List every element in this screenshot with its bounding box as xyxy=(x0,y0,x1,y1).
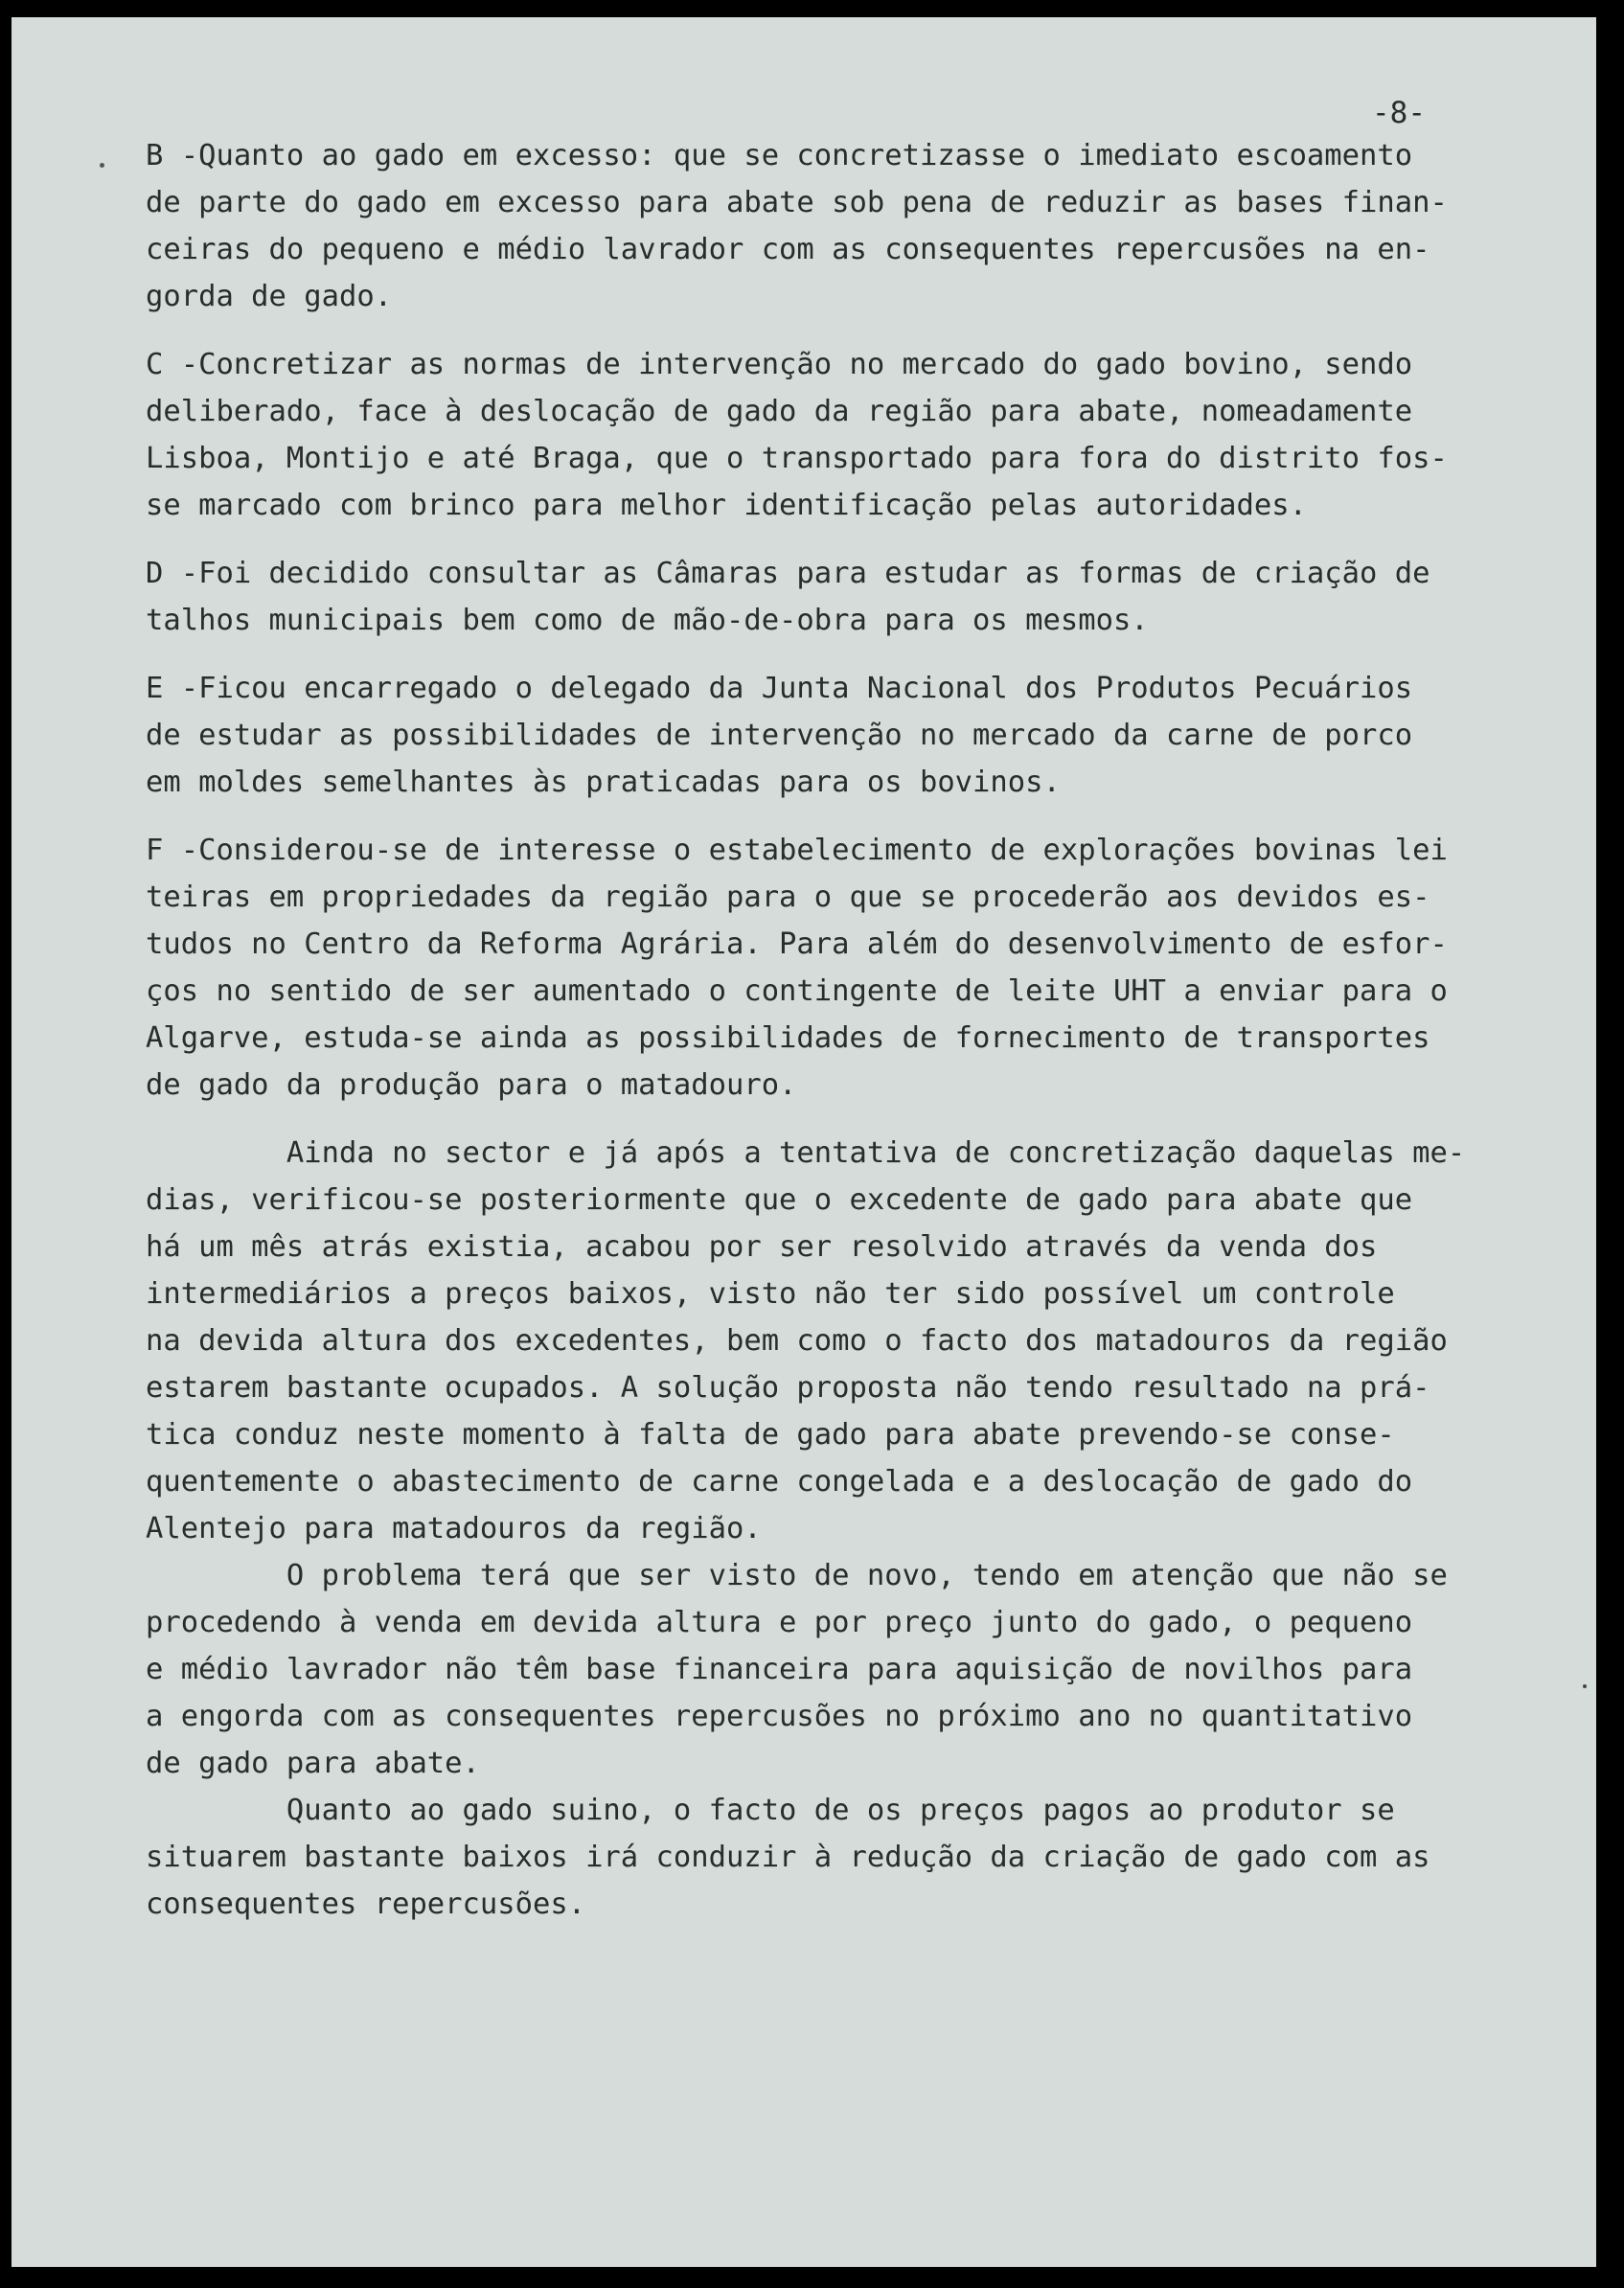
text-line: tica conduz neste momento à falta de gado para abate prevendo-se conse- xyxy=(146,1418,1395,1452)
text-line: D -Foi decidido consultar as Câmaras para estudar as formas de criação de xyxy=(146,557,1430,590)
text-line: dias, verificou-se posteriormente que o excedente de gado para abate que xyxy=(146,1183,1413,1217)
text-line: Ainda no sector e já após a tentativa de concretização daquelas me- xyxy=(146,1136,1466,1170)
text-line: Alentejo para matadouros da região. xyxy=(146,1512,762,1545)
text-line: Algarve, estuda-se ainda as possibilidades de fornecimento de transportes xyxy=(146,1021,1430,1055)
text-line: procedendo à venda em devida altura e por preço junto do gado, o pequeno xyxy=(146,1606,1413,1639)
text-line: a engorda com as consequentes repercusões no próximo ano no quantitativo xyxy=(146,1700,1413,1733)
text-line: B -Quanto ao gado em excesso: que se concretizasse o imediato escoamento xyxy=(146,139,1413,172)
paragraph xyxy=(146,1130,1583,1928)
text-line: talhos municipais bem como de mão-de-obra para os mesmos. xyxy=(146,604,1149,637)
text-line: de gado para abate. xyxy=(146,1747,480,1780)
margin-mark xyxy=(1583,1684,1587,1688)
paragraph-gap xyxy=(146,644,1583,665)
text-line: O problema terá que ser visto de novo, tendo em atenção que não se xyxy=(146,1559,1448,1592)
text-line: intermediários a preços baixos, visto não ter sido possível um controle xyxy=(146,1277,1395,1311)
text-line: se marcado com brinco para melhor identificação pelas autoridades. xyxy=(146,489,1307,522)
text-line: de parte do gado em excesso para abate sob pena de reduzir as bases finan- xyxy=(146,186,1448,219)
paragraph-gap xyxy=(146,806,1583,827)
paragraph-gap xyxy=(146,320,1583,341)
text-line: de gado da produção para o matadouro. xyxy=(146,1068,797,1102)
page-number: -8- xyxy=(1372,96,1426,130)
text-line: ços no sentido de ser aumentado o contingente de leite UHT a enviar para o xyxy=(146,974,1448,1008)
text-line: consequentes repercusões. xyxy=(146,1888,586,1921)
text-line: situarem bastante baixos irá conduzir à redução da criação de gado com as xyxy=(146,1841,1430,1874)
text-line: de estudar as possibilidades de intervenção no mercado da carne de porco xyxy=(146,719,1413,752)
margin-dot xyxy=(100,163,104,168)
text-line: Quanto ao gado suino, o facto de os preços pagos ao produtor se xyxy=(146,1794,1395,1827)
text-line: F -Considerou-se de interesse o estabelecimento de explorações bovinas lei xyxy=(146,834,1448,867)
text-line: Lisboa, Montijo e até Braga, que o transportado para fora do distrito fos- xyxy=(146,442,1448,475)
body-text xyxy=(146,132,1583,1928)
text-line: gorda de gado. xyxy=(146,280,393,313)
paragraph-gap xyxy=(146,1109,1583,1130)
paragraph xyxy=(146,132,1583,320)
text-line: e médio lavrador não têm base financeira para aquisição de novilhos para xyxy=(146,1653,1413,1686)
paragraph-gap xyxy=(146,529,1583,550)
paragraph xyxy=(146,827,1583,1109)
text-line: tudos no Centro da Reforma Agrária. Para além do desenvolvimento de esfor- xyxy=(146,927,1448,961)
text-line: C -Concretizar as normas de intervenção no mercado do gado bovino, sendo xyxy=(146,348,1413,381)
text-line: há um mês atrás existia, acabou por ser resolvido através da venda dos xyxy=(146,1230,1378,1264)
text-line: ceiras do pequeno e médio lavrador com as consequentes repercusões na en- xyxy=(146,233,1430,266)
text-line: quentemente o abastecimento de carne congelada e a deslocação de gado do xyxy=(146,1465,1413,1499)
text-line: estarem bastante ocupados. A solução proposta não tendo resultado na prá- xyxy=(146,1371,1430,1405)
paragraph xyxy=(146,665,1583,806)
typewritten-sheet xyxy=(11,17,1596,2267)
paragraph xyxy=(146,341,1583,529)
text-line: em moldes semelhantes às praticadas para os bovinos. xyxy=(146,766,1061,799)
paragraph xyxy=(146,550,1583,644)
text-line: deliberado, face à deslocação de gado da região para abate, nomeadamente xyxy=(146,395,1413,428)
text-line: na devida altura dos excedentes, bem como o facto dos matadouros da região xyxy=(146,1324,1448,1358)
text-line: E -Ficou encarregado o delegado da Junta Nacional dos Produtos Pecuários xyxy=(146,672,1413,705)
text-line: teiras em propriedades da região para o que se procederão aos devidos es- xyxy=(146,881,1430,914)
